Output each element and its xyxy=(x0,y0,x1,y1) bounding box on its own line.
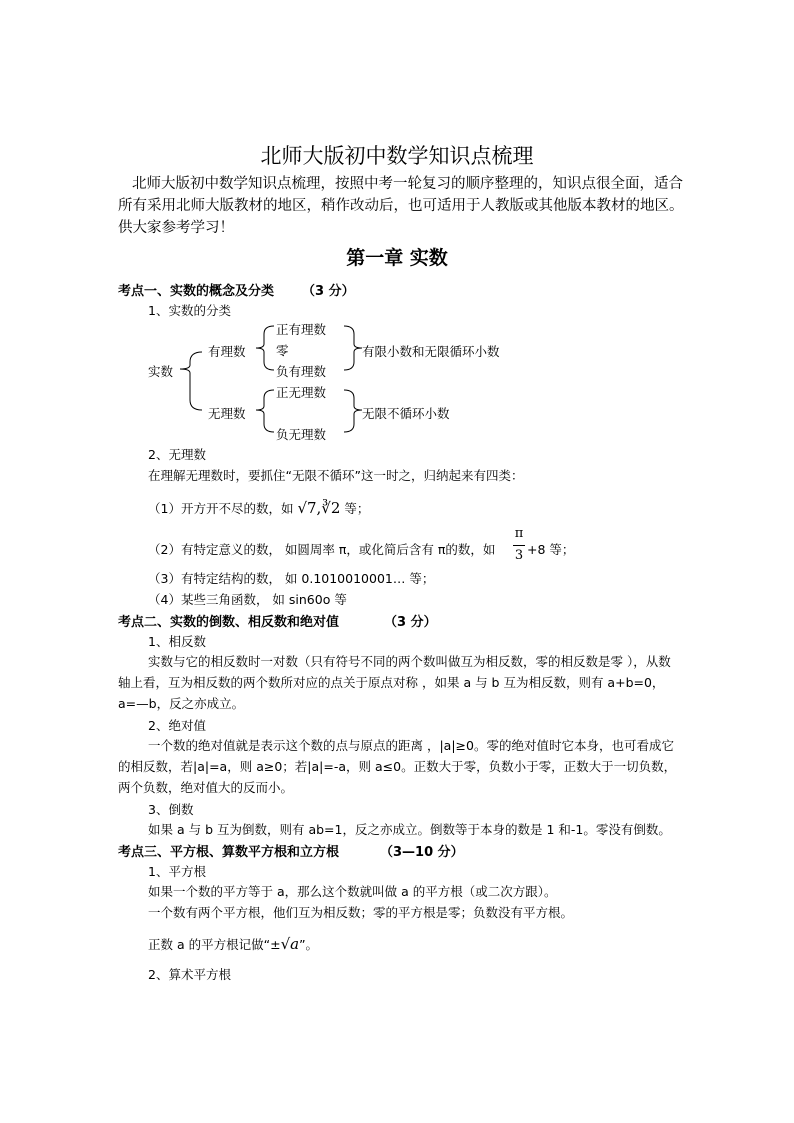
irrational-case-2-suffix: +8 等； xyxy=(527,542,575,557)
subheading-irrational: 2、无理数 xyxy=(148,447,206,462)
subheading-absolute: 2、绝对值 xyxy=(148,718,206,733)
irrational-case-1 xyxy=(148,499,369,517)
case-1-text: （1）开方开不尽的数，如 xyxy=(148,501,294,516)
classification-brackets xyxy=(0,0,794,460)
notation-sqrt-a: √a xyxy=(280,935,300,953)
opposite-paragraph: 实数与它的相反数时一对数（只有符号不同的两个数叫做互为相反数，零的相反数是零 ），从数轴上看，互为相反数的两个数所对应的点关于原点对称 ，如果 a 与 b 互为相反数，则有 a+b=0，a=—b，反之亦成立。 xyxy=(118,654,671,711)
fraction-denominator: 3 xyxy=(514,548,524,563)
document-title: 北师大版初中数学知识点梳理 xyxy=(260,144,534,168)
fraction-bar xyxy=(513,545,525,546)
section-3-score: （3—10 分） xyxy=(380,845,464,860)
tree-root-real: 实数 xyxy=(148,364,174,379)
tree-rational: 有理数 xyxy=(208,344,246,359)
intro-paragraph: 北师大版初中数学知识点梳理，按照中考一轮复习的顺序整理的，知识点很全面，适合所有采用北师大版教材的地区，稍作改动后，也可适用于人教版或其他版本教材的地区。 供大家参考学习！ xyxy=(118,176,684,236)
section-1-heading: 考点一、实数的概念及分类 xyxy=(118,284,275,299)
reciprocal-paragraph: 如果 a 与 b 互为倒数，则有 ab=1，反之亦成立。倒数等于本身的数是 1 和-1。零没有倒数。 xyxy=(148,822,671,837)
case-1-suffix: 等； xyxy=(344,501,370,516)
irrational-intro: 在理解无理数时，要抓住“无限不循环”这一时之，归纳起来有四类： xyxy=(148,468,524,483)
section-3-heading: 考点三、平方根、算数平方根和立方根 xyxy=(118,845,340,860)
section-2-heading: 考点二、实数的倒数、相反数和绝对值 xyxy=(118,615,340,630)
tree-irrational-desc: 无限不循环小数 xyxy=(362,406,450,421)
tree-negative-irrational: 负无理数 xyxy=(276,427,327,442)
chapter-heading: 第一章 实数 xyxy=(346,247,448,269)
tree-rational-desc: 有限小数和无限循环小数 xyxy=(362,344,500,359)
case-1-roots: √7,∛2 xyxy=(297,499,341,517)
notation-suffix: ”。 xyxy=(299,937,319,952)
square-root-notation xyxy=(148,935,318,953)
tree-irrational: 无理数 xyxy=(208,406,246,421)
subheading-opposite: 1、相反数 xyxy=(148,634,206,649)
fraction-numerator-pi: π xyxy=(514,526,524,541)
tree-zero: 零 xyxy=(276,343,289,358)
notation-text: 正数 a 的平方根记做“± xyxy=(148,937,281,952)
section-1-score: （3 分） xyxy=(302,284,355,299)
subheading-reciprocal: 3、倒数 xyxy=(148,802,194,817)
square-root-definition: 如果一个数的平方等于 a，那么这个数就叫做 a 的平方根（或二次方跟）。 xyxy=(148,884,557,899)
square-root-properties: 一个数有两个平方根，他们互为相反数；零的平方根是零；负数没有平方根。 xyxy=(148,905,574,920)
subheading-square-root: 1、平方根 xyxy=(148,864,206,879)
subheading-real-classification: 1、实数的分类 xyxy=(148,303,231,318)
section-2-score: （3 分） xyxy=(384,615,437,630)
subheading-arithmetic-root: 2、算术平方根 xyxy=(148,967,231,982)
tree-negative-rational: 负有理数 xyxy=(276,364,327,379)
tree-positive-rational: 正有理数 xyxy=(276,322,327,337)
irrational-case-2-text: （2）有特定意义的数， 如圆周率 π，或化简后含有 π的数，如 xyxy=(148,542,496,557)
irrational-case-4: （4）某些三角函数， 如 sin60o 等 xyxy=(148,592,347,607)
absolute-paragraph: 一个数的绝对值就是表示这个数的点与原点的距离 ，|a|≥0。零的绝对值时它本身，也可看成它的相反数，若|a|=a，则 a≥0；若|a|=-a，则 a≤0。正数大于零，负数小于零，正数大于一切负数，两个负数，绝对值大的反而小。 xyxy=(118,738,677,795)
tree-positive-irrational: 正无理数 xyxy=(276,385,327,400)
irrational-case-3: （3）有特定结构的数， 如 0.1010010001… 等； xyxy=(148,571,435,586)
